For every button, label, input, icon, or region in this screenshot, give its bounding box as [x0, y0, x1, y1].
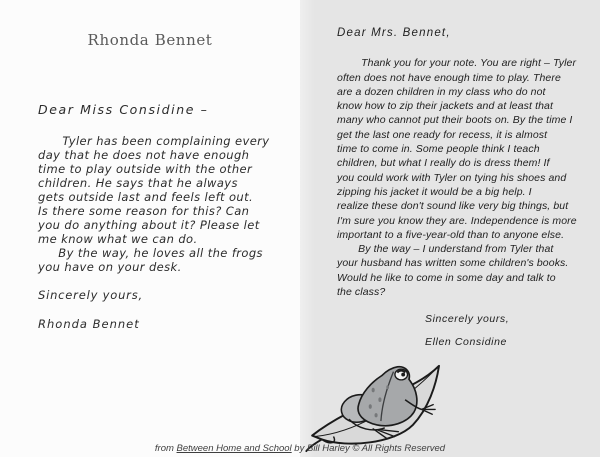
letter-line: Is there some reason for this? Can — [38, 204, 250, 218]
letter-line: me know what we can do. — [38, 232, 198, 246]
letter-line: time to come in. Some people think I teach — [337, 143, 540, 156]
letter-line: get the last one ready for recess, it is almost — [337, 128, 548, 141]
letter-line: you could work with Tyler on tying his shoes and — [337, 171, 567, 184]
footer-credit — [0, 443, 600, 454]
right-letter-sign-block — [425, 312, 595, 349]
letter-line: important to a five-year-old than to anyone else. — [337, 228, 565, 241]
frog-on-leaf-illustration — [303, 361, 453, 453]
letter-line: realize these don't sound like very big things, but — [337, 200, 569, 213]
parent-letter — [38, 103, 280, 331]
credit-prefix: from — [154, 443, 177, 454]
letter-line: Thank you for your note. You are right – Tyler — [337, 57, 577, 70]
letter-line: know how to zip their jackets and at least that — [337, 100, 553, 113]
letter-line: your husband has written some children's books. — [337, 257, 569, 270]
right-letter-salutation: Dear Mrs. Bennet, — [337, 27, 451, 39]
left-letter-salutation: Dear Miss Considine – — [38, 102, 209, 117]
left-letter-closing: Sincerely yours, — [38, 288, 143, 302]
left-letter-body — [38, 134, 280, 274]
teacher-letter — [337, 26, 595, 349]
right-letter-closing: Sincerely yours, — [425, 313, 510, 326]
letter-line: children, but what I really do is dress them! If — [337, 157, 550, 170]
letter-line: often does not have enough time to play. There — [337, 71, 561, 84]
letter-line: By the way, he loves all the frogs — [38, 246, 263, 260]
letter-line: gets outside last and feels left out. — [38, 190, 254, 204]
letter-line: I'm sure you know they are. Independence is more — [337, 214, 577, 227]
letter-line: are a dozen children in my class who do not — [337, 85, 546, 98]
left-letter-signature: Rhonda Bennet — [38, 317, 140, 331]
letter-line: Would he like to come in some day and talk to — [337, 271, 556, 284]
letter-line: day that he does not have enough — [38, 148, 250, 162]
right-letter-body — [337, 56, 595, 299]
letter-line: children. He says that he always — [38, 176, 238, 190]
right-letter-signature: Ellen Considine — [425, 335, 507, 348]
right-page — [300, 0, 600, 457]
letter-line: time to play outside with the other — [38, 162, 253, 176]
left-page-header: Rhonda Bennet — [87, 31, 213, 49]
credit-book-title: Between Home and School — [176, 443, 292, 454]
letter-line: the class? — [337, 286, 386, 299]
credit-suffix: by Bill Harley © All Rights Reserved — [291, 443, 446, 454]
letter-line: By the way – I understand from Tyler that — [337, 243, 554, 256]
letter-line: Tyler has been complaining every — [38, 134, 270, 148]
letter-line: zipping his jacket it would be a big help. I — [337, 185, 532, 198]
letter-line: you have on your desk. — [38, 260, 182, 274]
letter-line: you do anything about it? Please let — [38, 218, 260, 232]
letter-line: many who cannot put their boots on. By the time I — [337, 114, 573, 127]
